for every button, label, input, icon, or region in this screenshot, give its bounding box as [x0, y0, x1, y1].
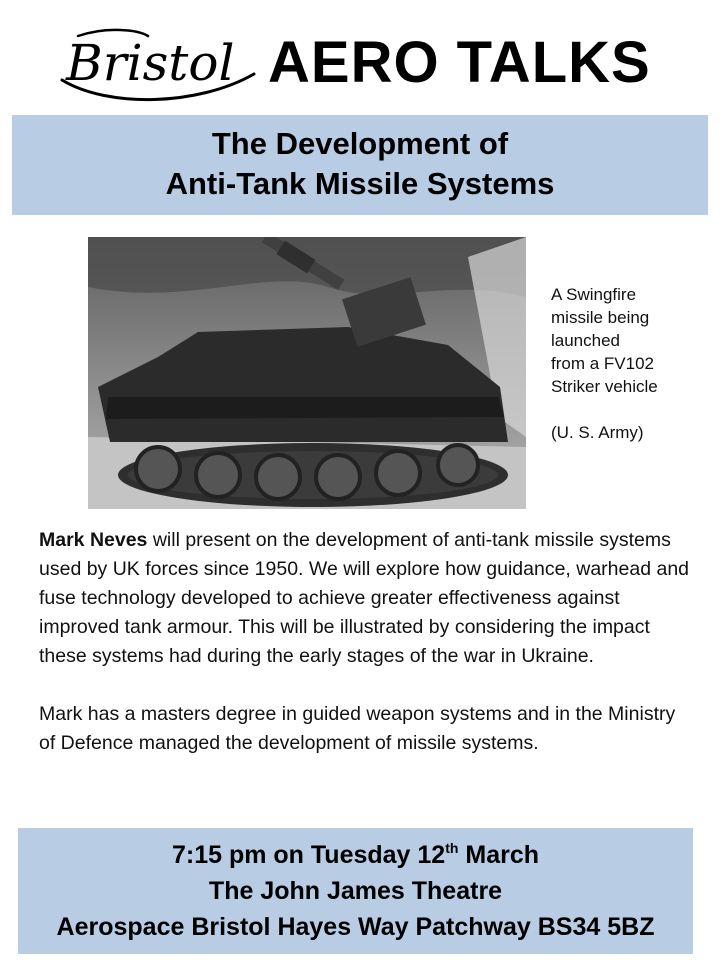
photo-caption — [551, 283, 711, 444]
caption-line: from a FV102 — [551, 354, 654, 373]
talk-title-line-2: Anti-Tank Missile Systems — [165, 166, 555, 201]
event-venue: The John James Theatre — [208, 877, 503, 905]
svg-text:Bristol: Bristol — [66, 34, 235, 92]
description-paragraph-1-text: will present on the development of anti-tank missile systems used by UK forces since 1950. We will explore how guidance, warhead and fuse technology developed to achieve greater effectiveness against improved tank armour. This will be illustrated by considering the impact these systems had during the early stages of the war in Ukraine. — [39, 529, 690, 667]
event-details-banner — [18, 828, 693, 954]
caption-line: Striker vehicle — [551, 377, 658, 396]
series-title: AERO TALKS — [268, 30, 651, 95]
talk-title-banner — [12, 115, 708, 215]
event-date-time — [18, 837, 693, 873]
description-paragraph-1 — [39, 526, 689, 671]
header — [0, 0, 720, 112]
event-time: 7:15 pm on Tuesday 12 — [171, 841, 446, 869]
caption-line: A Swingfire — [551, 285, 637, 304]
event-month: March — [458, 841, 540, 869]
photo-credit: (U. S. Army) — [551, 423, 644, 442]
speaker-name: Mark Neves — [39, 529, 148, 551]
day-ordinal-suffix: th — [445, 840, 459, 856]
bristol-logo — [48, 22, 264, 108]
description-paragraph-2: Mark has a masters degree in guided weapon systems and in the Ministry of Defence managed the development of missile systems. — [39, 703, 676, 754]
striker-vehicle-photo — [88, 237, 526, 509]
caption-line: missile being — [551, 308, 650, 327]
talk-description — [39, 526, 689, 758]
talk-title-line-1: The Development of — [211, 126, 509, 161]
caption-line: launched — [551, 331, 621, 350]
event-address: Aerospace Bristol Hayes Way Patchway BS34 5BZ — [56, 913, 655, 941]
